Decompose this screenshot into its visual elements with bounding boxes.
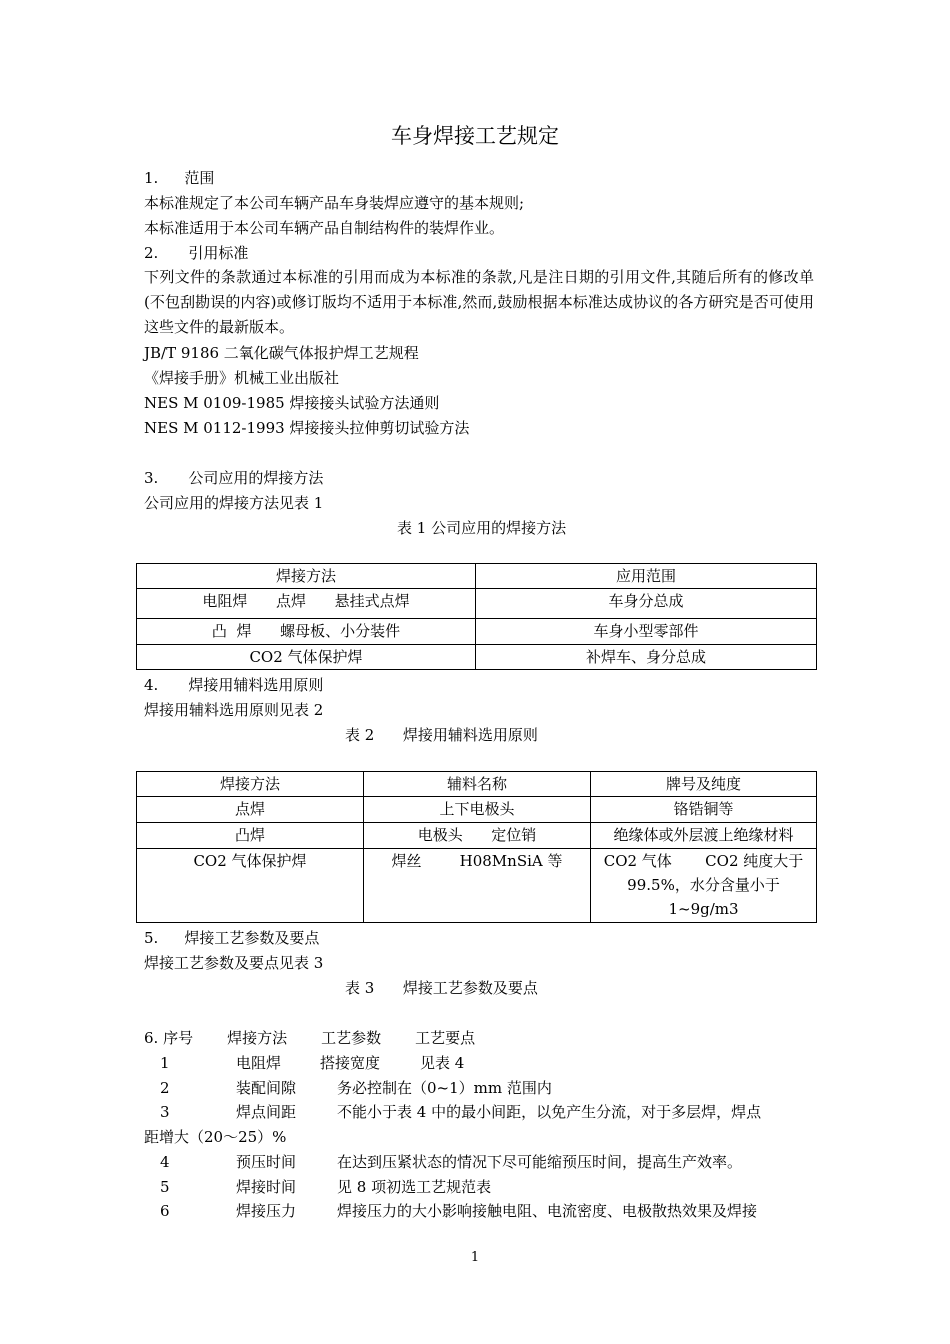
table-header-cell: 焊接方法 [137, 772, 364, 797]
table-cell: 车身分总成 [476, 589, 817, 619]
paragraph: 下列文件的条款通过本标准的引用而成为本标准的条款,凡是注日期的引用文件,其随后所有的修改单(不包刮勘误的内容)或修订版均不适用于本标准,然而,鼓励根据本标准达成协议的各方研究是否可使用这些文件的最新版本。 [144, 268, 814, 336]
list-item-point: 见 8 项初选工艺规范表 [337, 1178, 492, 1196]
cell-line: CO2 气体 CO2 纯度大于 [603, 852, 804, 870]
table-cell: 电阻焊 点焊 悬挂式点焊 [137, 589, 476, 619]
section-title: 引用标准 [188, 244, 249, 262]
table-cell: 电极头 定位销 [364, 823, 591, 849]
list-item-param: 搭接宽度 [320, 1054, 381, 1072]
table-row [137, 849, 817, 923]
list-item-param: 焊点间距 [236, 1103, 297, 1121]
table-row [137, 797, 817, 823]
section-number: 4. [144, 676, 159, 694]
list-item-param: 焊接时间 [236, 1178, 297, 1196]
section-number: 2. [144, 244, 159, 262]
reference-item: NES M 0112-1993 焊接接头拉伸剪切试验方法 [144, 419, 470, 437]
list-item-param: 预压时间 [236, 1153, 297, 1171]
section-title: 焊接工艺参数及要点 [184, 929, 320, 947]
list-item-continuation: 距增大（20～25）% [144, 1128, 287, 1146]
paragraph: 本标准适用于本公司车辆产品自制结构件的装焊作业。 [144, 219, 505, 237]
cell-line: 99.5%，水分含量小于 [627, 876, 780, 894]
table-cell: 补焊车、身分总成 [476, 645, 817, 670]
column-label: 工艺参数 [321, 1029, 382, 1047]
list-item-point: 焊接压力的大小影响接触电阻、电流密度、电极散热效果及焊接 [337, 1202, 758, 1220]
paragraph: 焊接工艺参数及要点见表 3 [144, 954, 324, 972]
reference-item: 《焊接手册》机械工业出版社 [144, 369, 340, 387]
table-cell: 绝缘体或外层渡上绝缘材料 [591, 823, 817, 849]
table-cell: 车身小型零部件 [476, 619, 817, 645]
list-item-no: 5 [160, 1178, 170, 1196]
table-2 [136, 771, 817, 923]
page-number: 1 [470, 1250, 480, 1265]
section-2-heading [144, 243, 248, 263]
table-1 [136, 563, 817, 670]
list-item-no: 1 [160, 1054, 170, 1072]
section-title: 公司应用的焊接方法 [188, 469, 324, 487]
table-cell: 焊丝 H08MnSiA 等 [364, 849, 591, 923]
table-header-cell: 牌号及纯度 [591, 772, 817, 797]
table-1-caption: 表 1 公司应用的焊接方法 [397, 519, 567, 537]
paragraph: 焊接用辅料选用原则见表 2 [144, 701, 324, 719]
list-item-point: 见表 4 [420, 1054, 465, 1072]
list-item-point: 不能小于表 4 中的最小间距，以免产生分流，对于多层焊，焊点 [337, 1103, 762, 1121]
table-cell: CO2 气体保护焊 [137, 645, 476, 670]
column-label: 工艺要点 [415, 1029, 476, 1047]
paragraph: 公司应用的焊接方法见表 1 [144, 494, 324, 512]
list-item-method: 电阻焊 [236, 1054, 282, 1072]
list-item-no: 2 [160, 1079, 170, 1097]
table-row [137, 645, 817, 670]
table-cell [591, 849, 817, 923]
table-header-cell: 辅料名称 [364, 772, 591, 797]
table-cell: 凸 焊 螺母板、小分装件 [137, 619, 476, 645]
table-2-caption: 表 2 焊接用辅料选用原则 [345, 726, 538, 744]
section-title: 范围 [184, 169, 215, 187]
table-cell: 凸焊 [137, 823, 364, 849]
table-header-cell: 焊接方法 [137, 564, 476, 589]
column-label: 焊接方法 [227, 1029, 288, 1047]
reference-item: JB/T 9186 二氧化碳气体报护焊工艺规程 [144, 344, 419, 362]
list-item-no: 3 [160, 1103, 170, 1121]
section-4-heading [144, 675, 323, 695]
list-item-no: 6 [160, 1202, 170, 1220]
list-item-point: 务必控制在（0~1）mm 范围内 [337, 1079, 552, 1097]
section-3-heading [144, 468, 323, 488]
table-cell: CO2 气体保护焊 [137, 849, 364, 923]
section-1-heading [144, 168, 214, 188]
table-row [137, 589, 817, 619]
list-item-point: 在达到压紧状态的情况下尽可能缩预压时间，提高生产效率。 [337, 1153, 743, 1171]
section-number: 1. [144, 169, 159, 187]
table-header-cell: 应用范围 [476, 564, 817, 589]
section-6-header [144, 1028, 475, 1048]
column-label: 6. 序号 [144, 1029, 194, 1047]
section-number: 3. [144, 469, 159, 487]
table-row [137, 619, 817, 645]
table-cell: 点焊 [137, 797, 364, 823]
table-cell: 上下电极头 [364, 797, 591, 823]
table-header-row [137, 772, 817, 797]
list-item-param: 装配间隙 [236, 1079, 297, 1097]
paragraph: 本标准规定了本公司车辆产品车身装焊应遵守的基本规则; [144, 194, 525, 212]
document-title: 车身焊接工艺规定 [391, 124, 559, 148]
table-header-row [137, 564, 817, 589]
list-item-no: 4 [160, 1153, 170, 1171]
section-number: 5. [144, 929, 159, 947]
reference-item: NES M 0109-1985 焊接接头试验方法通则 [144, 394, 440, 412]
section-title: 焊接用辅料选用原则 [188, 676, 324, 694]
table-row [137, 823, 817, 849]
cell-line: 1~9g/m3 [668, 900, 739, 918]
table-3-caption: 表 3 焊接工艺参数及要点 [345, 979, 538, 997]
table-cell: 铬锆铜等 [591, 797, 817, 823]
section-5-heading [144, 928, 319, 948]
list-item-param: 焊接压力 [236, 1202, 297, 1220]
